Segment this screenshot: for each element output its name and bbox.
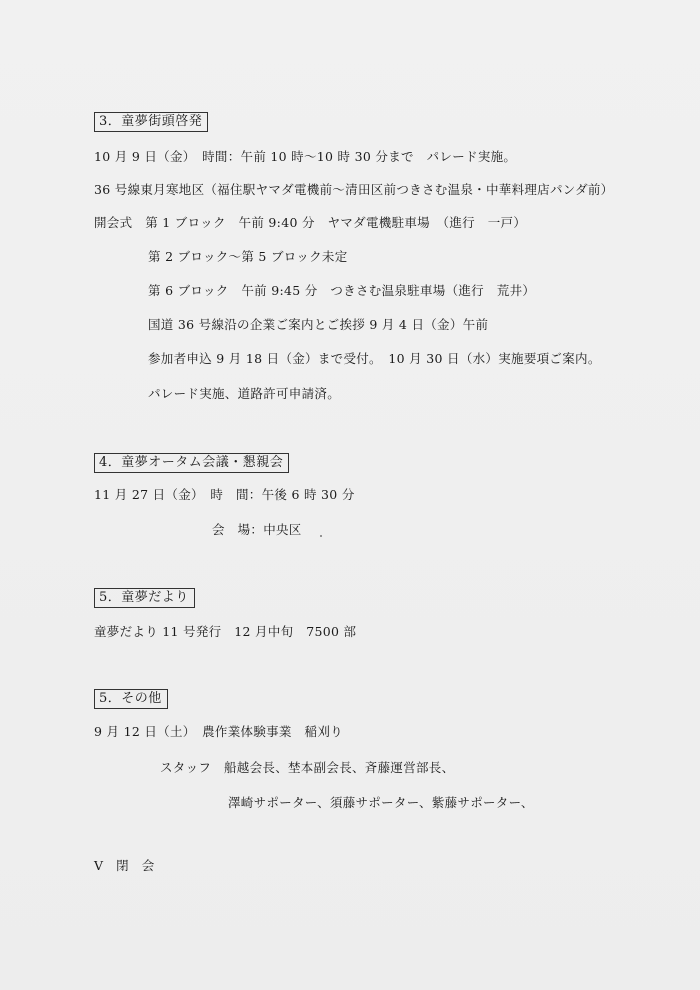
- section-5-other-heading: 5．その他: [94, 689, 168, 709]
- closing-line: Ⅴ 閉 会: [94, 858, 155, 873]
- speck: [320, 535, 322, 537]
- s5b-line-staff: スタッフ 船越会長、埜本副会長、斉藤運営部長、: [160, 760, 455, 775]
- s3-line-companies: 国道 36 号線沿の企業ご案内とご挨拶 9 月 4 日（金）午前: [148, 317, 489, 332]
- section-5-newsletter-heading: 5．童夢だより: [94, 588, 195, 608]
- section-4-heading: 4．童夢オータム会議・懇親会: [94, 453, 289, 473]
- s3-line-area: 36 号線東月寒地区（福住駅ヤマダ電機前～清田区前つきさむ温泉・中華料理店パンダ前）: [94, 182, 614, 197]
- s3-line-date: 10 月 9 日（金） 時間：午前 10 時～10 時 30 分まで パレード実施。: [94, 149, 517, 164]
- section-3-heading: 3．童夢街頭啓発: [94, 112, 208, 132]
- s5b-line-supporters: 澤崎サポーター、須藤サポーター、紫藤サポーター、: [228, 795, 534, 810]
- s5a-line-newsletter: 童夢だより 11 号発行 12 月中旬 7500 部: [94, 624, 357, 639]
- s3-line-blocks: 第 2 ブロック～第 5 ブロック未定: [148, 249, 348, 264]
- s5b-line-event: 9 月 12 日（土） 農作業体験事業 稲刈り: [94, 724, 343, 739]
- s3-line-permit: パレード実施、道路許可申請済。: [148, 386, 341, 401]
- s3-line-applications: 参加者申込 9 月 18 日（金）まで受付。 10 月 30 日（水）実施要項ご案内。: [148, 351, 601, 366]
- s3-line-block6: 第 6 ブロック 午前 9:45 分 つきさむ温泉駐車場（進行 荒井）: [148, 283, 536, 298]
- s3-line-opening: 開会式 第 1 ブロック 午前 9:40 分 ヤマダ電機駐車場 （進行 一戸）: [94, 215, 527, 230]
- s4-line-time: 11 月 27 日（金） 時 間：午後 6 時 30 分: [94, 487, 355, 502]
- s4-line-venue: 会 場：中央区: [212, 522, 302, 537]
